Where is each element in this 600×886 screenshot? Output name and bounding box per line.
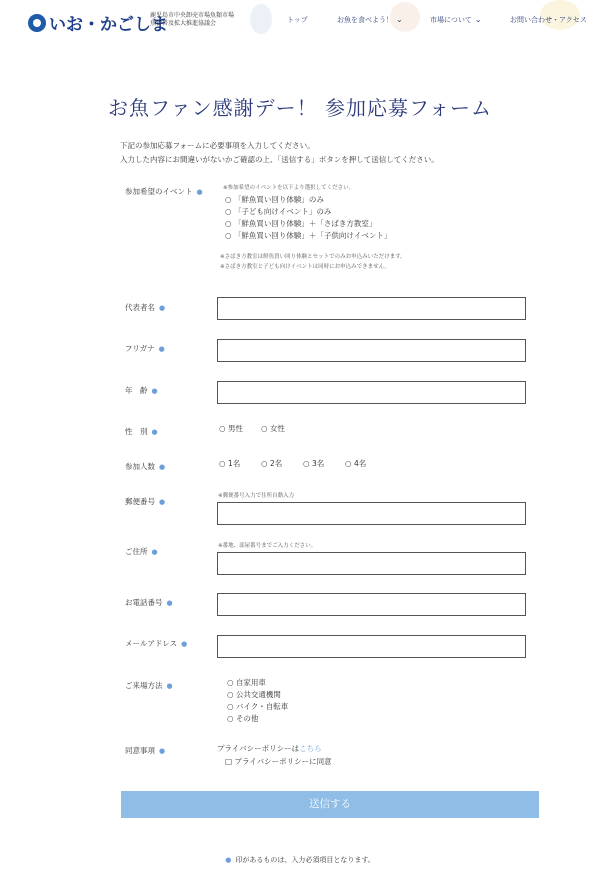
gender-option-male[interactable]: ○ 男性 bbox=[219, 424, 243, 433]
event-option[interactable]: ○ 「鮮魚買い回り体験」＋「子供向けイベント」 bbox=[225, 231, 392, 240]
address-note: ※番地、部屋番号までご入力ください。 bbox=[218, 543, 317, 549]
intro-line: 入力した内容にお間違いがないかご確認の上、「送信する」ボタンを押して送信してください。 bbox=[120, 155, 439, 164]
address-input[interactable] bbox=[217, 552, 526, 575]
age-input[interactable] bbox=[217, 381, 526, 404]
required-mark: ● bbox=[159, 304, 166, 312]
count-option[interactable]: ○ 2名 bbox=[261, 459, 283, 468]
site-logo[interactable] bbox=[28, 10, 168, 35]
email-label: メールアドレス ● bbox=[125, 639, 188, 648]
intro-text bbox=[120, 139, 439, 167]
radio-icon: ○ bbox=[345, 459, 352, 468]
site-header bbox=[0, 0, 600, 40]
count-option[interactable]: ○ 4名 bbox=[345, 459, 367, 468]
radio-icon: ○ bbox=[219, 424, 226, 433]
privacy-text: プライバシーポリシーはこちら bbox=[217, 744, 322, 753]
event-option[interactable]: ○ 「鮮魚買い回り体験」のみ bbox=[225, 195, 324, 204]
email-input[interactable] bbox=[217, 635, 526, 658]
transport-option[interactable]: ○ その他 bbox=[227, 714, 259, 723]
privacy-consent-checkbox[interactable]: □ プライバシーポリシーに同意 bbox=[225, 757, 332, 766]
event-note: ※参加希望のイベントを以下より選択してください。 bbox=[223, 185, 355, 191]
page-title: お魚ファン感謝デー！ 参加応募フォーム bbox=[108, 96, 492, 120]
logo-text: いお・かごしま bbox=[49, 15, 168, 35]
transport-option[interactable]: ○ バイク・自転車 bbox=[227, 702, 289, 711]
nav-eat-fish[interactable]: お魚を食べよう！ ⌄ bbox=[337, 15, 403, 24]
radio-icon: ○ bbox=[261, 424, 268, 433]
intro-line: 下記の参加応募フォームに必要事項を入力してください。 bbox=[120, 141, 315, 150]
event-label: 参加希望のイベント ● bbox=[125, 187, 203, 196]
required-mark: ● bbox=[151, 387, 158, 395]
submit-button[interactable]: 送信する bbox=[121, 791, 539, 818]
nav-top[interactable]: トップ bbox=[287, 16, 308, 24]
required-mark: ● bbox=[151, 548, 158, 556]
radio-icon: ○ bbox=[227, 702, 234, 711]
nav-contact-access[interactable]: お問い合わせ・アクセス bbox=[510, 16, 587, 24]
radio-icon: ○ bbox=[219, 459, 226, 468]
consent-label: 同意事項 ● bbox=[125, 746, 166, 755]
required-mark: ● bbox=[181, 640, 188, 648]
radio-icon: ○ bbox=[261, 459, 268, 468]
logo-subtitle: 鹿児島市中央卸売市場魚類市場 魚食普及拡大推進協議会 bbox=[150, 12, 235, 27]
required-mark: ● bbox=[159, 463, 166, 471]
radio-icon: ○ bbox=[227, 690, 234, 699]
fish-decoration-icon bbox=[250, 4, 272, 34]
radio-icon: ○ bbox=[225, 207, 232, 216]
gender-label: 性 別 ● bbox=[125, 427, 158, 436]
chevron-down-icon: ⌄ bbox=[396, 15, 403, 24]
count-option[interactable]: ○ 3名 bbox=[303, 459, 325, 468]
age-label: 年 齢 ● bbox=[125, 386, 158, 395]
required-mark: ● bbox=[166, 682, 173, 690]
gender-option-female[interactable]: ○ 女性 bbox=[261, 424, 285, 433]
required-mark: ● bbox=[159, 747, 166, 755]
zip-input[interactable] bbox=[217, 502, 526, 525]
phone-input[interactable] bbox=[217, 593, 526, 616]
required-mark: ● bbox=[151, 428, 158, 436]
count-label: 参加人数 ● bbox=[125, 462, 166, 471]
radio-icon: ○ bbox=[303, 459, 310, 468]
zip-note: ※郵便番号入力で住所自動入力 bbox=[218, 493, 295, 499]
required-mark: ● bbox=[166, 599, 173, 607]
radio-icon: ○ bbox=[225, 219, 232, 228]
transport-option[interactable]: ○ 公共交通機関 bbox=[227, 690, 281, 699]
nav-about-market[interactable]: 市場について ⌄ bbox=[430, 15, 482, 24]
phone-label: お電話番号 ● bbox=[125, 598, 173, 607]
transport-label: ご来場方法 ● bbox=[125, 681, 173, 690]
required-mark: ● bbox=[225, 856, 232, 864]
kana-label: フリガナ ● bbox=[125, 344, 165, 353]
radio-icon: ○ bbox=[227, 678, 234, 687]
privacy-policy-link[interactable]: こちら bbox=[299, 744, 322, 753]
kana-input[interactable] bbox=[217, 339, 526, 362]
event-option[interactable]: ○ 「子ども向けイベント」のみ bbox=[225, 207, 332, 216]
required-mark: ● bbox=[158, 345, 165, 353]
radio-icon: ○ bbox=[225, 231, 232, 240]
count-option[interactable]: ○ 1名 bbox=[219, 459, 241, 468]
zip-label: 郵便番号 ● bbox=[125, 497, 166, 506]
chevron-down-icon: ⌄ bbox=[474, 15, 482, 24]
checkbox-icon: □ bbox=[225, 757, 233, 766]
required-mark: ● bbox=[159, 498, 166, 506]
event-option[interactable]: ○ 「鮮魚買い回り体験」＋「さばき方教室」 bbox=[225, 219, 377, 228]
radio-icon: ○ bbox=[225, 195, 232, 204]
required-mark: ● bbox=[196, 188, 203, 196]
event-note: ※さばき方教室と子ども向けイベントは同時にお申込みできません。 bbox=[220, 264, 390, 270]
transport-option[interactable]: ○ 自家用車 bbox=[227, 678, 266, 687]
event-note: ※さばき方教室は鮮魚買い回り体験とセットでのみお申込みいただけます。 bbox=[220, 254, 406, 260]
fish-logo-icon bbox=[28, 14, 46, 32]
address-label: ご住所 ● bbox=[125, 547, 158, 556]
required-footnote: ● 印があるものは、入力必須項目となります。 bbox=[225, 856, 375, 864]
name-label: 代表者名 ● bbox=[125, 303, 166, 312]
radio-icon: ○ bbox=[227, 714, 234, 723]
name-input[interactable] bbox=[217, 297, 526, 320]
